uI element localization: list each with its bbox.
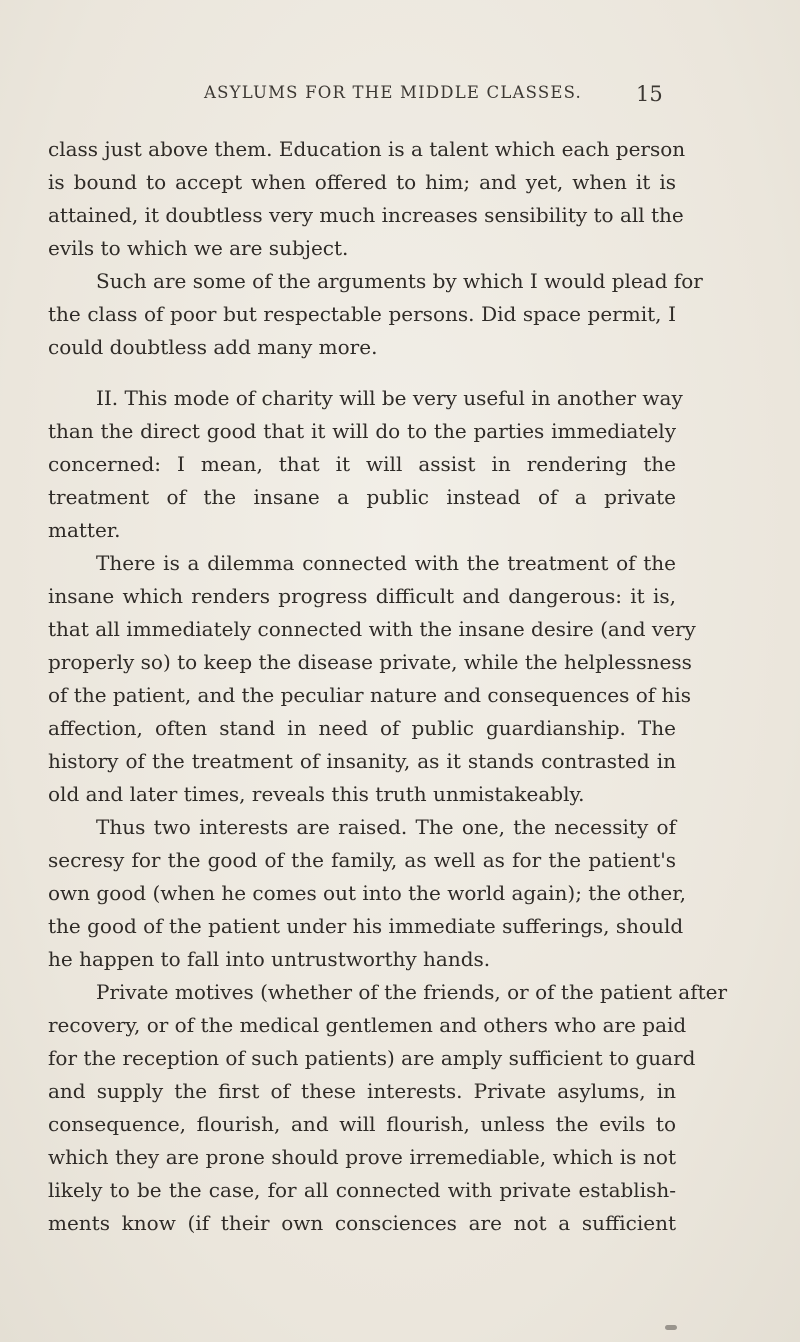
text-line: matter. bbox=[48, 518, 121, 542]
text-line: own good (when he comes out into the world again); the other, bbox=[48, 881, 686, 905]
text-line: There is a dilemma connected with the treatment of the bbox=[96, 551, 676, 575]
paragraph bbox=[48, 133, 686, 265]
text-line: of the patient, and the peculiar nature and consequences of his bbox=[48, 683, 692, 707]
text-line: which they are prone should prove irremediable, which is not bbox=[48, 1145, 676, 1169]
text-line: secresy for the good of the family, as well as for the patient's bbox=[48, 848, 676, 872]
text-line: ments know (if their own consciences are not a sufficient bbox=[48, 1211, 676, 1235]
text-line: than the direct good that it will do to the parties immediately bbox=[48, 419, 676, 443]
text-line: the good of the patient under his immediate sufferings, should bbox=[48, 914, 684, 938]
text-line: could doubtless add many more. bbox=[48, 335, 378, 359]
running-title: ASYLUMS FOR THE MIDDLE CLASSES. bbox=[204, 83, 582, 102]
paragraph bbox=[48, 547, 696, 811]
text-line: for the reception of such patients) are amply sufficient to guard bbox=[48, 1046, 696, 1070]
text-line: evils to which we are subject. bbox=[48, 236, 349, 260]
text-line: consequence, flourish, and will flourish, unless the evils to bbox=[48, 1112, 676, 1136]
text-line: he happen to fall into untrustworthy hands. bbox=[48, 947, 491, 971]
paragraph bbox=[48, 382, 683, 547]
text-line: recovery, or of the medical gentlemen and others who are paid bbox=[48, 1013, 687, 1037]
text-line: properly so) to keep the disease private, while the helplessness bbox=[48, 650, 692, 674]
text-line: concerned: I mean, that it will assist in rendering the bbox=[48, 452, 676, 476]
page-number: 15 bbox=[636, 82, 663, 106]
text-line: old and later times, reveals this truth unmistakeably. bbox=[48, 782, 585, 806]
running-head bbox=[0, 83, 800, 109]
paragraph bbox=[48, 265, 703, 364]
text-line: history of the treatment of insanity, as it stands contrasted in bbox=[48, 749, 676, 773]
paragraph bbox=[48, 976, 728, 1240]
text-line: affection, often stand in need of public guardianship. The bbox=[48, 716, 676, 740]
paragraph bbox=[48, 811, 686, 976]
text-line: II. This mode of charity will be very useful in another way bbox=[96, 386, 683, 410]
text-line: likely to be the case, for all connected with private establish- bbox=[48, 1178, 676, 1202]
text-line: attained, it doubtless very much increases sensibility to all the bbox=[48, 203, 684, 227]
text-line: treatment of the insane a public instead of a private bbox=[48, 485, 676, 509]
text-line: is bound to accept when offered to him; and yet, when it is bbox=[48, 170, 676, 194]
text-line: Such are some of the arguments by which I would plead for bbox=[96, 269, 703, 293]
text-line: and supply the first of these interests. Private asylums, in bbox=[48, 1079, 676, 1103]
text-line: insane which renders progress difficult and dangerous: it is, bbox=[48, 584, 676, 608]
text-line: Private motives (whether of the friends, or of the patient after bbox=[96, 980, 728, 1004]
text-line: Thus two interests are raised. The one, the necessity of bbox=[96, 815, 676, 839]
text-line: the class of poor but respectable persons. Did space permit, I bbox=[48, 302, 676, 326]
text-line: class just above them. Education is a talent which each person bbox=[48, 137, 686, 161]
ink-speck bbox=[665, 1325, 677, 1330]
text-line: that all immediately connected with the insane desire (and very bbox=[48, 617, 696, 641]
section-gap bbox=[48, 364, 676, 382]
body-text bbox=[48, 133, 728, 1240]
